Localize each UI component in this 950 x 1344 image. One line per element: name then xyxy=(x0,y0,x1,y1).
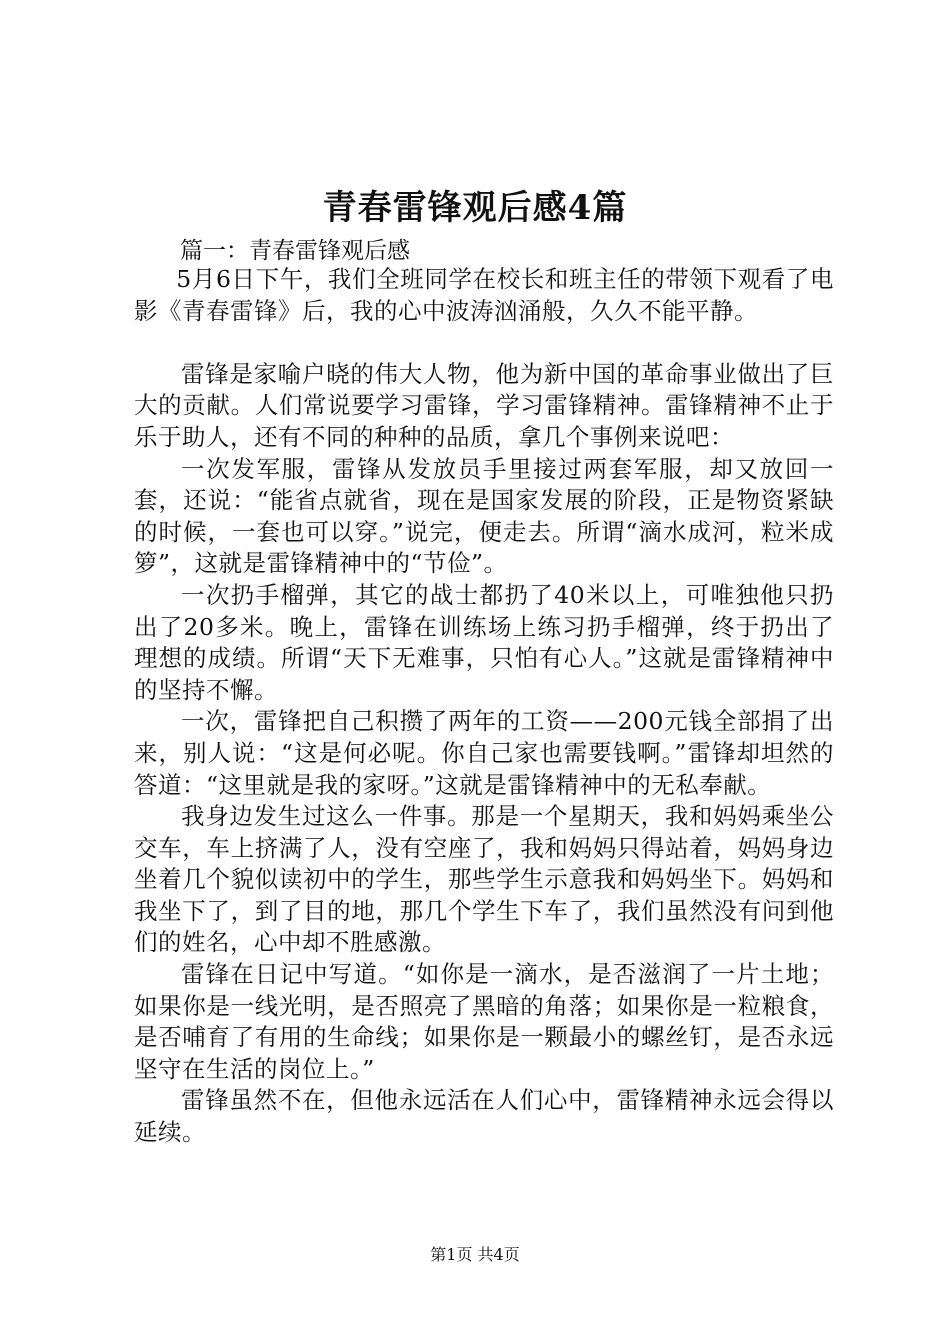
paragraph-4: 一次扔手榴弹，其它的战士都扔了40米以上，可唯独他只扔出了20多米。晚上，雷锋在训练场上练习扔手榴弹，终于扔出了理想的成绩。所谓“天下无难事，只怕有心人。”这就是雷锋精神中的坚持不懈。 xyxy=(134,580,834,704)
paragraph-5: 一次，雷锋把自己积攒了两年的工资——200元钱全部捐了出来，别人说：“这是何必呢。你自己家也需要钱啊。”雷锋却坦然的答道：“这里就是我的家呀。”这就是雷锋精神中的无私奉献。 xyxy=(134,707,834,799)
paragraph-1: 5月6日下午，我们全班同学在校长和班主任的带领下观看了电影《青春雷锋》后，我的心中波涛汹涌般，久久不能平静。 xyxy=(134,265,834,325)
blank-line xyxy=(134,327,834,359)
page-footer: 第1页 共4页 xyxy=(430,1245,520,1264)
paragraph-7: 雷锋在日记中写道。“如你是一滴水，是否滋润了一片土地；如果你是一线光明，是否照亮了黑暗的角落；如果你是一粒粮食，是否哺育了有用的生命线；如果你是一颗最小的螺丝钉，是否永远坚守在生活的岗位上。” xyxy=(134,960,834,1083)
paragraph-2: 雷锋是家喻户晓的伟大人物，他为新中国的革命事业做出了巨大的贡献。人们常说要学习雷锋，学习雷锋精神。雷锋精神不止于乐于助人，还有不同的种种的品质，拿几个事例来说吧： xyxy=(134,359,834,451)
paragraph-8: 雷锋虽然不在，但他永远活在人们心中，雷锋精神永远会得以延续。 xyxy=(134,1086,834,1147)
document-title: 青春雷锋观后感4篇 xyxy=(322,188,628,228)
document-body xyxy=(134,264,834,1149)
paragraph-3: 一次发军服，雷锋从发放员手里接过两套军服，却又放回一套，还说：“能省点就省，现在是国家发展的阶段，正是物资紧缺的时候，一套也可以穿。”说完，便走去。所谓“滴水成河，粒米成箩”，这就是雷锋精神中的“节俭”。 xyxy=(134,454,834,578)
paragraph-6: 我身边发生过这么一件事。那是一个星期天，我和妈妈乘坐公交车，车上挤满了人，没有空座了，我和妈妈只得站着，妈妈身边坐着几个貌似读初中的学生，那些学生示意我和妈妈坐下。妈妈和我坐下了，到了目的地，那几个学生下车了，我们虽然没有问到他们的姓名，心中却不胜感激。 xyxy=(134,802,834,957)
section-heading: 篇一：青春雷锋观后感 xyxy=(180,238,410,264)
